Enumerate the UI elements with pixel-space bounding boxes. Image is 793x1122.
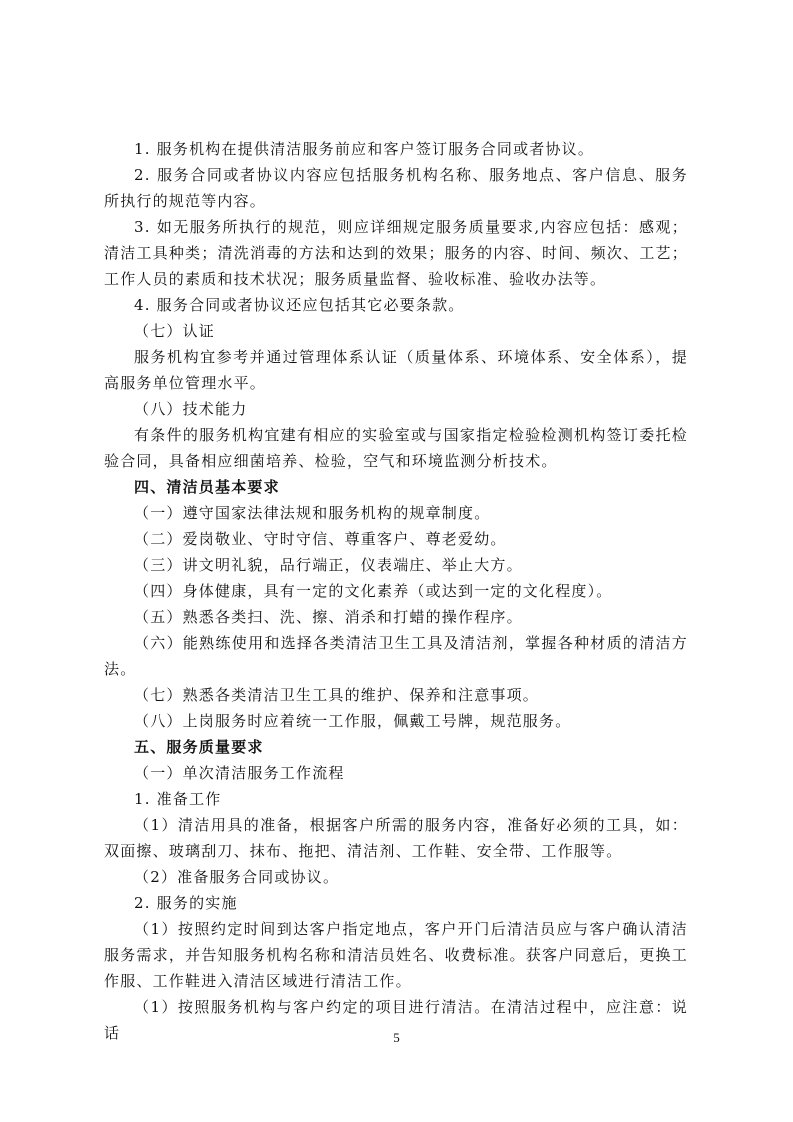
paragraph: 2. 服务合同或者协议内容应包括服务机构名称、服务地点、客户信息、服务所执行的规范等内容。 [104, 166, 688, 210]
list-item: （六）能熟练使用和选择各类清洁卫生工具及清洁剂，掌握各种材质的清洁方法。 [104, 634, 688, 678]
page-number: 5 [393, 1030, 400, 1045]
paragraph: 3. 如无服务所执行的规范，则应详细规定服务质量要求,内容应包括：感观；清洁工具种类；清洗消毒的方法和达到的效果；服务的内容、时间、频次、工艺；工作人员的素质和技术状况；服务质量监督、验收标准、验收办法等。 [104, 218, 688, 288]
subsection-heading: 2. 服务的实施 [134, 894, 238, 912]
paragraph: 服务机构宜参考并通过管理体系认证（质量体系、环境体系、安全体系），提高服务单位管理水平。 [104, 348, 688, 392]
paragraph: （1）按照约定时间到达客户指定地点，客户开门后清洁员应与客户确认清洁服务需求，并告知服务机构名称和清洁员姓名、收费标准。获客户同意后，更换工作服、工作鞋进入清洁区域进行清洁工作。 [104, 920, 688, 990]
section-heading: （八）技术能力 [134, 400, 248, 418]
chapter-heading: 四、清洁员基本要求 [134, 478, 280, 496]
list-item: （二）爱岗敬业、守时守信、尊重客户、尊老爱幼。 [134, 530, 507, 548]
document-body [104, 136, 688, 1046]
paragraph: （1）按照服务机构与客户约定的项目进行清洁。在清洁过程中，应注意：说话 [104, 998, 688, 1042]
paragraph: 4. 服务合同或者协议还应包括其它必要条款。 [134, 296, 465, 314]
paragraph: （2）准备服务合同或协议。 [134, 868, 340, 886]
paragraph: （1）清洁用具的准备，根据客户所需的服务内容，准备好必须的工具，如：双面擦、玻璃刮刀、抹布、拖把、清洁剂、工作鞋、安全带、工作服等。 [104, 816, 688, 860]
list-item: （五）熟悉各类扫、洗、擦、消杀和打蜡的操作程序。 [134, 608, 523, 626]
section-heading: （一）单次清洁服务工作流程 [134, 764, 345, 782]
list-item: （三）讲文明礼貌，品行端正，仪表端庄、举止大方。 [134, 556, 523, 574]
list-item: （八）上岗服务时应着统一工作服，佩戴工号牌，规范服务。 [134, 712, 572, 730]
paragraph: 1. 服务机构在提供清洁服务前应和客户签订服务合同或者协议。 [134, 140, 595, 158]
chapter-heading: 五、服务质量要求 [134, 738, 264, 756]
subsection-heading: 1. 准备工作 [134, 790, 222, 808]
list-item: （四）身体健康，具有一定的文化素养（或达到一定的文化程度）。 [134, 582, 613, 600]
section-heading: （七）认证 [134, 322, 216, 340]
paragraph: 有条件的服务机构宜建有相应的实验室或与国家指定检验检测机构签订委托检验合同，具备相应细菌培养、检验，空气和环境监测分析技术。 [104, 426, 688, 470]
list-item: （一）遵守国家法律法规和服务机构的规章制度。 [134, 504, 491, 522]
list-item: （七）熟悉各类清洁卫生工具的维护、保养和注意事项。 [134, 686, 540, 704]
